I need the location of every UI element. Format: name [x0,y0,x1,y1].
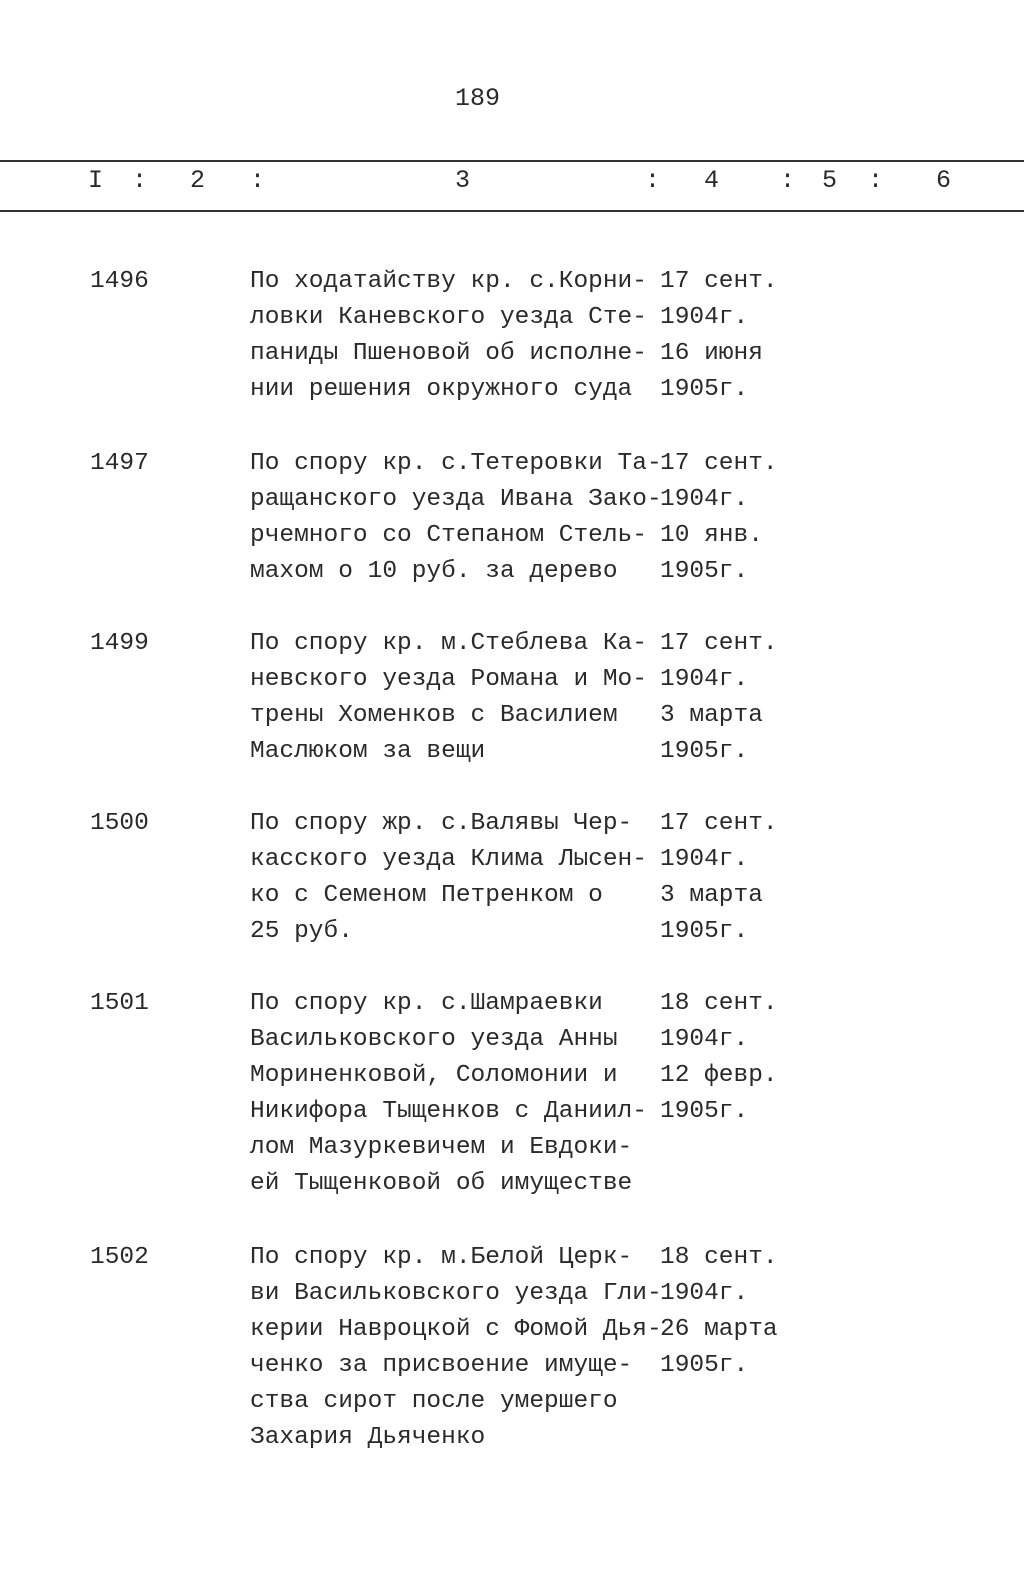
description-line: рчемного со Степаном Стель- [250,522,647,549]
description-line: Васильковского уезда Анны [250,1026,618,1053]
description-line: Маслюком за вещи [250,738,486,765]
entry-dates [660,986,778,1130]
description-line: трены Хоменков с Василием [250,702,618,729]
page-number: 189 [455,84,501,113]
description-line: По спору кр. м.Белой Церк- [250,1244,633,1271]
date-line: 26 марта [660,1316,778,1343]
col-4: 4 [704,166,720,195]
col-1: I [88,166,104,195]
description-line: ловки Каневского уезда Сте- [250,304,647,331]
date-line: 18 сент. [660,1244,778,1271]
header-bottom-rule [0,210,1024,212]
entry-description [250,1240,662,1456]
description-line: По спору кр. м.Стеблева Ка- [250,630,647,657]
date-line: 1905г. [660,1098,749,1125]
entry-number: 1502 [90,1244,149,1271]
col-2: 2 [190,166,206,195]
description-line: По спору жр. с.Валявы Чер- [250,810,633,837]
description-line: лом Мазуркевичем и Евдоки- [250,1134,633,1161]
date-line: 18 сент. [660,990,778,1017]
date-line: 1904г. [660,304,749,331]
date-line: 1904г. [660,846,749,873]
description-line: паниды Пшеновой об исполне- [250,340,647,367]
col-sep: : [645,166,661,195]
col-sep: : [132,166,148,195]
entry-dates [660,264,778,408]
description-line: ращанского уезда Ивана Зако- [250,486,662,513]
entry-number: 1501 [90,990,149,1017]
description-line: ства сирот после умершего [250,1388,618,1415]
date-line: 1905г. [660,376,749,403]
description-line: ченко за присвоение имуще- [250,1352,633,1379]
description-line: керии Навроцкой с Фомой Дья- [250,1316,662,1343]
entry-description [250,626,647,770]
entry-number: 1496 [90,268,149,295]
date-line: 17 сент. [660,450,778,477]
date-line: 1904г. [660,666,749,693]
date-line: 1904г. [660,486,749,513]
date-line: 1904г. [660,1026,749,1053]
description-line: ей Тыщенковой об имуществе [250,1170,633,1197]
date-line: 16 июня [660,340,763,367]
col-3: 3 [455,166,471,195]
description-line: касского уезда Клима Лысен- [250,846,647,873]
description-line: По ходатайству кр. с.Корни- [250,268,647,295]
entry-number: 1499 [90,630,149,657]
date-line: 3 марта [660,882,763,909]
description-line: Захария Дьяченко [250,1424,486,1451]
date-line: 17 сент. [660,810,778,837]
entry-description [250,806,647,950]
description-line: ко с Семеном Петренком о [250,882,603,909]
entry-dates [660,626,778,770]
description-line: невского уезда Романа и Мо- [250,666,647,693]
entry-description [250,446,662,590]
date-line: 1905г. [660,918,749,945]
col-6: 6 [936,166,952,195]
date-line: 10 янв. [660,522,763,549]
description-line: По спору кр. с.Шамраевки [250,990,603,1017]
entry-number: 1497 [90,450,149,477]
description-line: 25 руб. [250,918,353,945]
description-line: ви Васильковского уезда Гли- [250,1280,662,1307]
entry-number: 1500 [90,810,149,837]
date-line: 17 сент. [660,268,778,295]
description-line: Никифора Тыщенков с Даниил- [250,1098,647,1125]
date-line: 3 марта [660,702,763,729]
entry-dates [660,1240,778,1384]
header-top-rule [0,160,1024,162]
description-line: нии решения окружного суда [250,376,633,403]
description-line: Мориненковой, Соломонии и [250,1062,618,1089]
date-line: 1905г. [660,1352,749,1379]
entry-description [250,986,647,1202]
col-sep: : [868,166,884,195]
entry-description [250,264,647,408]
date-line: 1904г. [660,1280,749,1307]
col-sep: : [250,166,266,195]
date-line: 17 сент. [660,630,778,657]
description-line: По спору кр. с.Тетеровки Та- [250,450,662,477]
col-sep: : [780,166,796,195]
date-line: 1905г. [660,738,749,765]
entry-dates [660,806,778,950]
description-line: махом о 10 руб. за дерево [250,558,618,585]
entry-dates [660,446,778,590]
date-line: 1905г. [660,558,749,585]
date-line: 12 февр. [660,1062,778,1089]
col-5: 5 [822,166,838,195]
